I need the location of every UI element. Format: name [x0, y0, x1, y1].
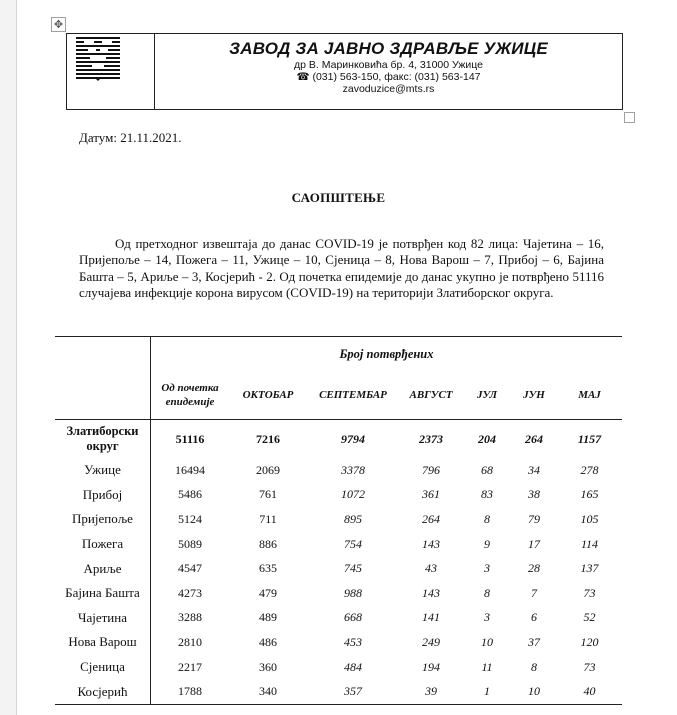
cell-value: 16494: [175, 462, 205, 477]
cell-value: 194: [422, 659, 440, 674]
cell-value: 278: [580, 462, 599, 477]
table-row: [55, 458, 622, 483]
cell-value: 73: [583, 659, 596, 674]
cell-value: 2810: [178, 634, 202, 649]
cell-value: 1: [463, 679, 511, 704]
cases-table: [55, 336, 622, 705]
region-name: Пожега: [55, 532, 151, 557]
cell-value: 8: [484, 585, 490, 600]
cell-value: 10: [481, 634, 493, 649]
cell-value: 484: [344, 659, 362, 674]
document-date: Датум: 21.11.2021.: [79, 130, 182, 145]
cell-value: 7216: [256, 431, 280, 446]
col-header-since-start: Од почетка епидемије: [151, 371, 230, 420]
cell-value: 5124: [178, 511, 202, 526]
cell-value: 6: [531, 610, 537, 625]
col-header-september: СЕПТЕМБАР: [307, 371, 399, 420]
cell-value: 28: [528, 561, 540, 576]
cell-value: 489: [259, 610, 277, 625]
org-email: zavoduzice@mts.rs: [342, 83, 435, 95]
cell-value: 143: [422, 585, 440, 600]
cell-value: 745: [344, 561, 362, 576]
letterhead: [66, 33, 623, 110]
cell-value: 34: [528, 462, 540, 477]
cell-value: 79: [528, 511, 540, 526]
region-name: Златиборски округ: [55, 420, 151, 459]
institute-logo-icon: [74, 37, 122, 81]
cell-value: 3378: [341, 462, 365, 477]
cell-value: 204: [478, 431, 496, 446]
cell-value: 249: [422, 634, 440, 649]
region-name: Бајина Башта: [55, 581, 151, 606]
logo-cell: [67, 34, 155, 109]
table-move-handle-icon[interactable]: ✥: [51, 17, 66, 32]
cell-value: 165: [580, 487, 599, 502]
table-row: [55, 507, 622, 532]
cell-value: 360: [259, 659, 277, 674]
col-header-august: АВГУСТ: [399, 371, 463, 420]
cell-value: 264: [525, 431, 543, 446]
cell-value: 1157: [577, 431, 602, 446]
page-gutter: [0, 0, 17, 715]
table-resize-handle-icon[interactable]: [624, 112, 635, 123]
col-header-october: ОКТОБАР: [229, 371, 307, 420]
cell-value: 37: [528, 634, 540, 649]
announcement-paragraph: Од претходног извештаја до данас COVID-19 је потврђен код 82 лица: Чајетина – 16, Пријепоље – 14, Пожега – 11, Ужице – 10, Сјеница – 8, Нова Варош – 7, Прибој – 6, Бајина Башта – 5, Ариље – 3, Косјерић - 2. Од почетка епидемије до данас укупно је потврђено 51116 случајева инфекције корона вирусом (COVID-19) на територији Златиборског округа.: [79, 236, 604, 301]
cell-value: 5486: [178, 487, 202, 502]
cell-value: 83: [481, 487, 493, 502]
table-row: [55, 483, 622, 508]
cell-value: 4547: [178, 561, 202, 576]
cell-value: 4273: [178, 585, 202, 600]
cell-value: 141: [422, 610, 440, 625]
cell-value: 895: [344, 511, 362, 526]
cell-value: 886: [259, 536, 277, 551]
cell-value: 1072: [341, 487, 365, 502]
col-header-june: ЈУН: [511, 371, 557, 420]
cell-value: 137: [580, 561, 599, 576]
table-row: [55, 655, 622, 680]
cell-value: 52: [583, 610, 596, 625]
cell-value: 361: [422, 487, 440, 502]
cell-value: 453: [344, 634, 362, 649]
table-row: [55, 556, 622, 581]
cell-value: 39: [399, 679, 463, 704]
cell-value: 120: [580, 634, 599, 649]
cell-value: 761: [259, 487, 277, 502]
cell-value: 479: [259, 585, 277, 600]
table-row: [55, 532, 622, 557]
cell-value: 143: [422, 536, 440, 551]
region-name: Ариље: [55, 556, 151, 581]
cell-value: 754: [344, 536, 362, 551]
region-name: Сјеница: [55, 655, 151, 680]
table-row: [55, 581, 622, 606]
cell-value: 8: [484, 511, 490, 526]
region-name: Чајетина: [55, 606, 151, 631]
org-name: ЗАВОД ЗА ЈАВНО ЗДРАВЉЕ УЖИЦЕ: [229, 39, 548, 58]
cell-value: 2069: [256, 462, 280, 477]
cell-value: 17: [528, 536, 540, 551]
region-header-cell: [55, 337, 151, 420]
cell-value: 635: [259, 561, 277, 576]
cell-value: 3288: [178, 610, 202, 625]
cell-value: 51116: [175, 431, 205, 446]
table-row: [55, 630, 622, 655]
cell-value: 711: [259, 511, 277, 526]
cell-value: 357: [307, 679, 399, 704]
table-row: [55, 679, 622, 704]
region-name: Косјерић: [55, 679, 151, 704]
col-header-may: МАЈ: [557, 371, 622, 420]
table-row-total: [55, 420, 622, 459]
cell-value: 10: [511, 679, 557, 704]
confirmed-cases-header: Број потврђених: [151, 337, 623, 372]
org-address: др В. Маринковића бр. 4, 31000 Ужице: [294, 59, 483, 71]
cell-value: 5089: [178, 536, 202, 551]
cell-value: 9794: [341, 431, 365, 446]
cell-value: 340: [229, 679, 307, 704]
region-name: Прибој: [55, 483, 151, 508]
cell-value: 114: [580, 536, 599, 551]
region-name: Ужице: [55, 458, 151, 483]
cell-value: 1788: [151, 679, 230, 704]
region-name: Пријепоље: [55, 507, 151, 532]
cell-value: 2217: [178, 659, 202, 674]
cell-value: 3: [484, 561, 490, 576]
cell-value: 9: [484, 536, 490, 551]
cell-value: 7: [531, 585, 537, 600]
cell-value: 40: [557, 679, 622, 704]
letterhead-info: [155, 34, 622, 109]
org-phone-fax: ☎ (031) 563-150, факс: (031) 563-147: [296, 71, 481, 83]
table-row: [55, 606, 622, 631]
cell-value: 486: [259, 634, 277, 649]
cell-value: 264: [422, 511, 440, 526]
cell-value: 8: [531, 659, 537, 674]
cell-value: 105: [580, 511, 599, 526]
region-name: Нова Варош: [55, 630, 151, 655]
cell-value: 988: [344, 585, 362, 600]
cell-value: 38: [528, 487, 540, 502]
cell-value: 2373: [419, 431, 443, 446]
cell-value: 43: [425, 561, 437, 576]
cell-value: 68: [481, 462, 493, 477]
cell-value: 11: [481, 659, 493, 674]
document-title: САОПШТЕЊЕ: [291, 190, 386, 205]
cell-value: 3: [484, 610, 490, 625]
col-header-july: ЈУЛ: [463, 371, 511, 420]
cell-value: 668: [344, 610, 362, 625]
cell-value: 796: [422, 462, 440, 477]
cell-value: 73: [583, 585, 596, 600]
